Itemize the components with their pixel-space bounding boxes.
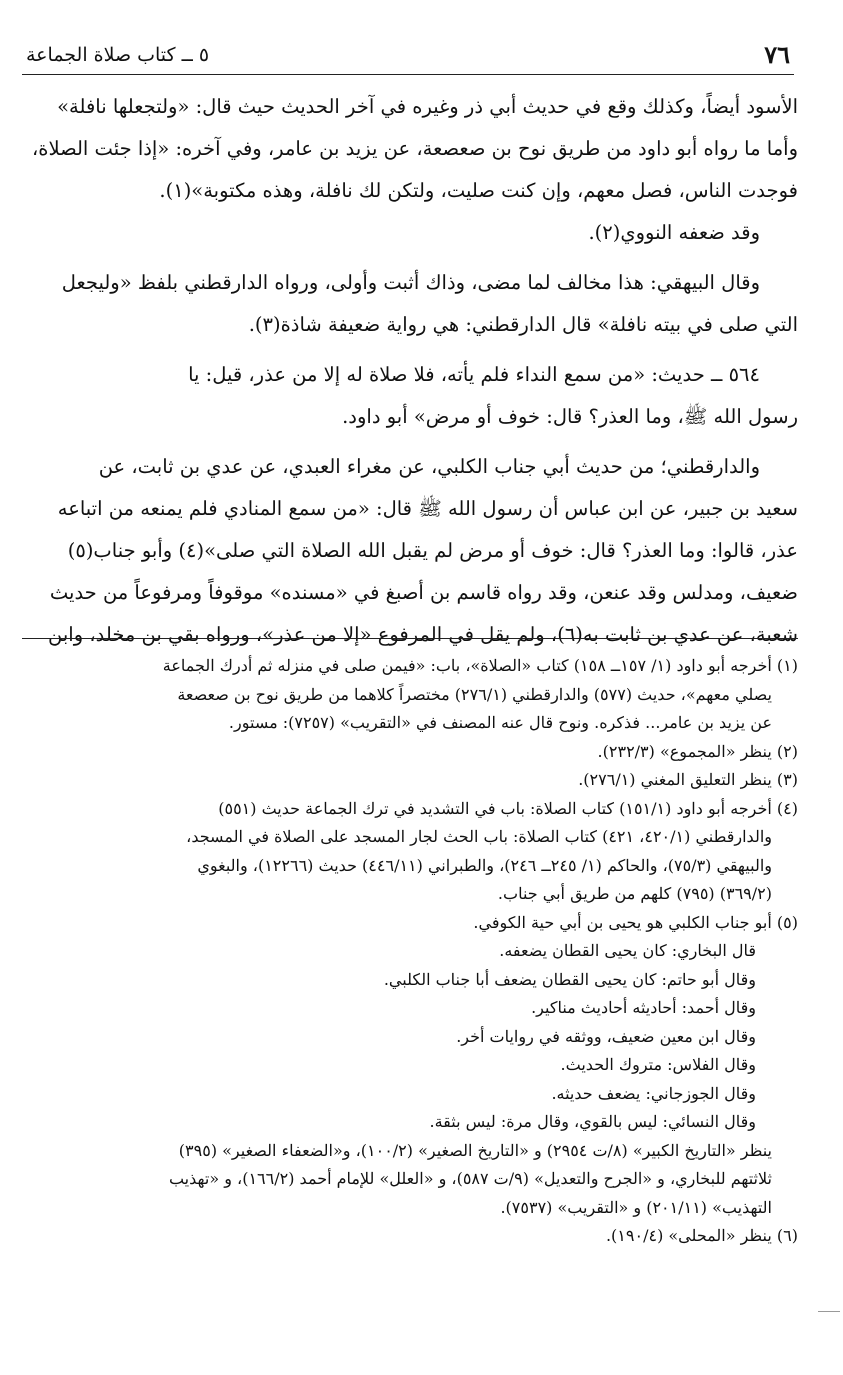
footnote-line: وقال الفلاس: متروك الحديث. — [560, 1055, 756, 1074]
text-line: فوجدت الناس، فصل معهم، وإن كنت صليت، ولتكن لك نافلة، وهذه مكتوبة»(١). — [159, 179, 798, 202]
footnote-line: (٢) ينظر «المجموع» (٢٣٢/٣). — [597, 741, 798, 761]
page-number: ٧٦ — [764, 40, 790, 69]
text-line: رسول الله ﷺ، وما العذر؟ قال: خوف أو مرض» أبو داود. — [342, 405, 798, 428]
text-line: التي صلى في بيته نافلة» قال الدارقطني: هي رواية ضعيفة شاذة(٣). — [248, 313, 798, 336]
text-line: والدارقطني؛ من حديث أبي جناب الكلبي، عن مغراء العبدي، عن عدي بن ثابت، عن — [98, 455, 760, 478]
footnote-line: (٣) ينظر التعليق المغني (٢٧٦/١). — [578, 770, 798, 789]
text-line: وقال البيهقي: هذا مخالف لما مضى، وذاك أثبت وأولى، ورواه الدارقطني بلفظ «وليجعل — [61, 271, 760, 294]
footnote-line: (٦) ينظر «المحلى» (١٩٠/٤). — [605, 1226, 798, 1245]
footnote-line: وقال النسائي: ليس بالقوي، وقال مرة: ليس بثقة. — [429, 1112, 756, 1131]
footnote-line: وقال أبو حاتم: كان يحيى القطان يضعف أبا جناب الكلبي. — [383, 969, 756, 989]
footnote-line: ينظر «التاريخ الكبير» (٨/ت ٢٩٥٤) و «التاريخ الصغير» (١٠٠/٢)، و«الضعفاء الصغير» (٣٩٥) — [178, 1140, 772, 1160]
footnote-line: وقال ابن معين ضعيف، ووثقه في روايات أخر. — [456, 1026, 756, 1046]
footnote-line: (٣٦٩/٢) (٧٩٥) كلهم من طريق أبي جناب. — [497, 884, 772, 903]
footnote-line: عن يزيد بن عامر... فذكره. ونوح قال عنه المصنف في «التقريب» (٧٢٥٧): مستور. — [228, 713, 772, 732]
footnote-line: (٤) أخرجه أبو داود (١٥١/١) كتاب الصلاة: باب في التشديد في ترك الجماعة حديث (٥٥١) — [218, 798, 798, 818]
footnote-line: (٥) أبو جناب الكلبي هو يحيى بن أبي حية الكوفي. — [473, 912, 798, 932]
footnote-line: والبيهقي (٧٥/٣)، والحاكم (١/ ٢٤٥ــ ٢٤٦)، والطبراني (٤٤٦/١١) حديث (١٢٢٦٦)، والبغوي — [197, 855, 772, 875]
text-line: وقد ضعفه النووي(٢). — [588, 221, 760, 244]
paragraph-gap — [20, 438, 798, 446]
text-line: ضعيف، ومدلس وقد عنعن، وقد رواه قاسم بن أصبغ في «مسنده» موقوفاً ومرفوعاً من حديث — [49, 581, 798, 604]
footnote-line: ثلاثتهم للبخاري، و «الجرح والتعديل» (٩/ت ٥٨٧)، و «العلل» للإمام أحمد (١٦٦/٢)، و «تهذيب — [168, 1169, 772, 1188]
page-header — [22, 38, 794, 75]
text-line: سعيد بن جبير، عن ابن عباس أن رسول الله ﷺ قال: «من سمع المنادي فلم يمنعه من اتباعه — [57, 497, 798, 520]
text-line: الأسود أيضاً، وكذلك وقع في حديث أبي ذر وغيره في آخر الحديث حيث قال: «ولتجعلها نافلة» — [57, 95, 798, 118]
footnote-line: وقال الجوزجاني: يضعف حديثه. — [551, 1083, 756, 1103]
footnote-line: والدارقطني (٤٢٠/١، ٤٢١) كتاب الصلاة: باب الحث لجار المسجد على الصلاة في المسجد، — [186, 827, 772, 846]
footnote-line: وقال أحمد: أحاديثه أحاديث مناكير. — [531, 998, 756, 1017]
footnote-line: التهذيب» (٢٠١/١١) و «التقريب» (٧٥٣٧). — [500, 1197, 772, 1217]
footnote-line: (١) أخرجه أبو داود (١/ ١٥٧ــ ١٥٨) كتاب «الصلاة»، باب: «فيمن صلى في منزله ثم أدرك الجماعة — [162, 656, 798, 675]
paragraph-gap — [20, 254, 798, 262]
margin-mark — [818, 1311, 840, 1312]
main-text — [20, 86, 798, 656]
footnotes — [20, 652, 798, 1251]
chapter-title: ٥ ــ كتاب صلاة الجماعة — [26, 44, 210, 66]
text-line: شعبة، عن عدي بن ثابت به(٦)، ولم يقل في المرفوع «إلا من عذر»، ورواه بقي بن مخلد، وابن — [48, 623, 798, 646]
footnote-line: قال البخاري: كان يحيى القطان يضعفه. — [499, 941, 756, 960]
footnote-separator — [22, 638, 798, 639]
text-line: ٥٦٤ ــ حديث: «من سمع النداء فلم يأته، فلا صلاة له إلا من عذر، قيل: يا — [188, 363, 760, 386]
text-line: وأما ما رواه أبو داود من طريق نوح بن صعصعة، عن يزيد بن عامر، وفي آخره: «إذا جئت الصلاة، — [31, 137, 798, 160]
text-line: عذر، قالوا: وما العذر؟ قال: خوف أو مرض لم يقبل الله الصلاة التي صلى»(٤) وأبو جناب(٥) — [67, 539, 798, 562]
footnote-line: يصلي معهم»، حديث (٥٧٧) والدارقطني (٢٧٦/١) مختصراً كلاهما من طريق نوح بن صعصعة — [177, 684, 772, 704]
paragraph-gap — [20, 346, 798, 354]
